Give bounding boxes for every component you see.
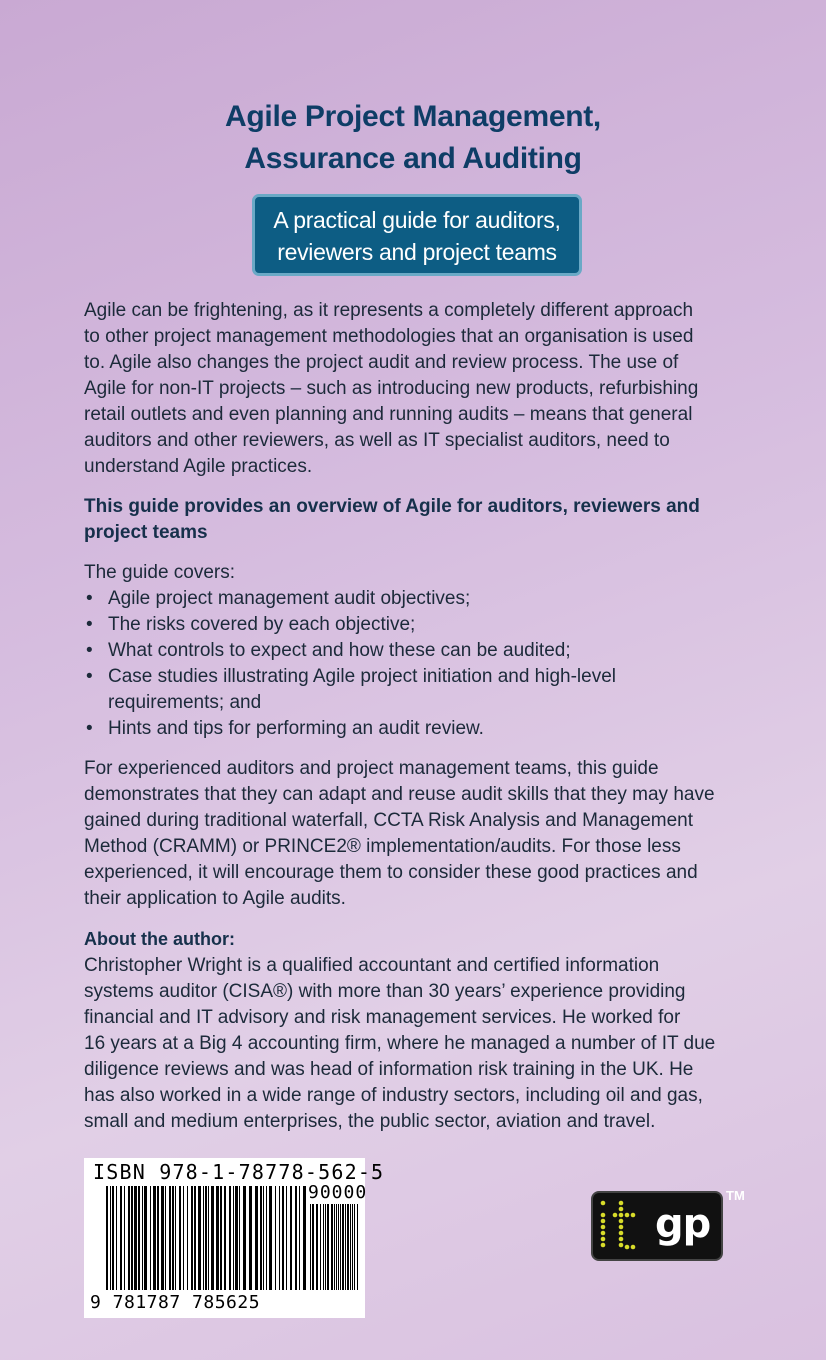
bullet-icon: • [86,588,93,609]
experienced-paragraph [84,756,744,912]
experienced-line: experienced, it will encourage them to consider these good practices and [84,862,698,883]
about-line: Christopher Wright is a qualified accountant and certified information [84,955,660,976]
bullet-icon: • [86,614,93,635]
isbn-barcode [84,1158,385,1318]
barcode-bar [233,1186,234,1290]
barcode-bar [157,1186,159,1290]
intro-line: retail outlets and even planning and running audits – means that general [84,404,693,425]
list-item [84,664,744,716]
barcode-bar [187,1186,188,1290]
experienced-line: gained during traditional waterfall, CCTA Risk Analysis and Management [84,810,694,831]
logo-dot [631,1213,636,1218]
barcode-bar [142,1186,143,1290]
barcode-bar [150,1186,151,1290]
covers-list [84,586,744,742]
addon-bar [352,1204,353,1290]
barcode-bar [290,1186,292,1290]
itgp-logo [591,1191,723,1261]
barcode-bar [216,1186,219,1290]
back-cover-copy [84,298,744,1135]
addon-bar [350,1204,351,1290]
barcode-bar [128,1186,130,1290]
barcode-bar [138,1186,140,1290]
covers-intro: The guide covers: [84,562,236,583]
addon-bar [316,1204,318,1290]
barcode-bar [131,1186,133,1290]
intro-line: understand Agile practices. [84,456,313,477]
about-line: financial and IT advisory and risk management services. He worked for [84,1007,681,1028]
list-item [84,586,744,612]
bullet-icon: • [86,640,93,661]
logo-dot [601,1213,606,1218]
barcode-bar [110,1186,111,1290]
book-title [0,96,826,180]
book-title-line-1: Agile Project Management, [225,100,601,133]
logo-dot [619,1225,624,1230]
barcode-bar [243,1186,246,1290]
logo-dot [619,1213,624,1218]
logo-dot [625,1213,630,1218]
barcode-bar [275,1186,276,1290]
barcode-bar [120,1186,122,1290]
barcode-bar [255,1186,258,1290]
barcode-bar [205,1186,207,1290]
addon-bar [325,1204,326,1290]
barcode-bar [269,1186,272,1290]
barcode-bar [106,1186,108,1290]
barcode-bar [208,1186,209,1290]
subtitle-line-2: reviewers and project teams [277,239,557,265]
barcode-bar [239,1186,240,1290]
barcode-bar [220,1186,222,1290]
barcode-bar [263,1186,264,1290]
barcode-bar [203,1186,204,1290]
addon-bar-group [310,1204,358,1290]
barcode-bar [165,1186,166,1290]
barcode-bar [235,1186,238,1290]
addon-bar [338,1204,339,1290]
barcode-bar [303,1186,306,1290]
book-title-line-2: Assurance and Auditing [244,142,582,175]
barcode-bar [175,1186,176,1290]
logo-dot [601,1237,606,1242]
addon-bar [345,1204,346,1290]
barcode-bar [112,1186,114,1290]
overview-heading [84,494,744,546]
logo-dot [619,1207,624,1212]
barcode-bar [179,1186,181,1290]
list-item-text: Case studies illustrating Agile project initiation and high-level [108,666,617,687]
addon-bar [320,1204,321,1290]
about-line: systems auditor (CISA®) with more than 30 years’ experience providing [84,981,686,1002]
list-item-text: requirements; and [108,692,262,713]
price-code: 90000 [308,1182,368,1203]
barcode-bar [299,1186,300,1290]
about-author [84,926,744,1135]
list-item-text: The risks covered by each objective; [108,614,416,635]
logo-dot [601,1225,606,1230]
overview-heading-line: This guide provides an overview of Agile for auditors, reviewers and [84,496,700,517]
list-item [84,638,744,664]
intro-paragraph [84,298,744,480]
addon-bar [331,1204,333,1290]
intro-line: Agile can be frightening, as it represents a completely different approach [84,300,694,321]
barcode-bar [134,1186,137,1290]
subtitle-line-1: A practical guide for auditors, [273,207,561,233]
experienced-line: For experienced auditors and project management teams, this guide [84,758,659,779]
addon-bar [334,1204,335,1290]
intro-line: Agile for non-IT projects – such as introducing new products, refurbishing [84,378,699,399]
barcode-bar [266,1186,267,1290]
barcode-bar [260,1186,262,1290]
logo-dot [601,1201,606,1206]
logo-dot [619,1243,624,1248]
barcode-bar [282,1186,284,1290]
logo-dot [619,1201,624,1206]
logo-dot [619,1237,624,1242]
barcode-bar [172,1186,174,1290]
barcode-bar [295,1186,297,1290]
barcode-bar [279,1186,280,1290]
about-line: 16 years at a Big 4 accounting firm, where he managed a number of IT due [84,1033,716,1054]
logo-dot [601,1243,606,1248]
intro-line: to. Agile also changes the project audit and review process. The use of [84,352,679,373]
experienced-line: demonstrates that they can adapt and reuse audit skills that they may have [84,784,715,805]
list-item-text: Agile project management audit objectives; [108,588,471,609]
list-item-text: Hints and tips for performing an audit review. [108,718,484,739]
barcode-bar [124,1186,125,1290]
logo-dot [619,1219,624,1224]
addon-bar [354,1204,355,1290]
addon-bar [312,1204,314,1290]
experienced-line: their application to Agile audits. [84,888,346,909]
intro-line: to other project management methodologies that an organisation is used [84,326,694,347]
about-line: small and medium enterprises, the public sector, aviation and travel. [84,1111,656,1132]
barcode-bar [191,1186,193,1290]
list-item [84,716,744,742]
overview-heading-line: project teams [84,522,208,543]
barcode-bar [161,1186,164,1290]
addon-bar [327,1204,329,1290]
addon-bar [347,1204,349,1290]
logo-dot [619,1231,624,1236]
barcode-bar [194,1186,196,1290]
intro-line: auditors and other reviewers, as well as IT specialist auditors, need to [84,430,670,451]
barcode-bar [286,1186,287,1290]
logo-dot [631,1245,636,1250]
logo-dot [613,1213,618,1218]
isbn-label: ISBN 978-1-78778-562-5 [93,1160,385,1184]
barcode-bar [224,1186,226,1290]
addon-bar [310,1204,311,1290]
logo-dot [601,1219,606,1224]
subtitle-box [252,194,582,276]
ean-bar-group [106,1186,306,1290]
about-line: has also worked in a wide range of industry sectors, including oil and gas, [84,1085,703,1106]
addon-bar [340,1204,341,1290]
trademark-symbol: TM [726,1188,745,1203]
addon-bar [336,1204,337,1290]
barcode-bar [198,1186,201,1290]
logo-gp-text: gp [655,1201,711,1247]
addon-bar [323,1204,324,1290]
addon-bar [357,1204,358,1290]
about-line: diligence reviews and was head of information risk training in the UK. He [84,1059,694,1080]
barcode-bar [183,1186,184,1290]
logo-dot [601,1231,606,1236]
bullet-icon: • [86,718,93,739]
barcode-bar [116,1186,117,1290]
about-heading: About the author: [84,929,235,949]
experienced-line: Method (CRAMM) or PRINCE2® implementation/audits. For those less [84,836,681,857]
list-item-text: What controls to expect and how these can be audited; [108,640,571,661]
logo-dot [625,1245,630,1250]
barcode-bar [249,1186,252,1290]
list-item [84,612,744,638]
barcode-bar [153,1186,156,1290]
barcode-bar [211,1186,214,1290]
ean-digits: 9 781787 785625 [90,1292,261,1313]
barcode-bar [169,1186,171,1290]
barcode-bar [144,1186,147,1290]
barcode-bar [229,1186,231,1290]
bullet-icon: • [86,666,93,687]
it-dot-matrix [601,1201,636,1250]
addon-bar [342,1204,344,1290]
